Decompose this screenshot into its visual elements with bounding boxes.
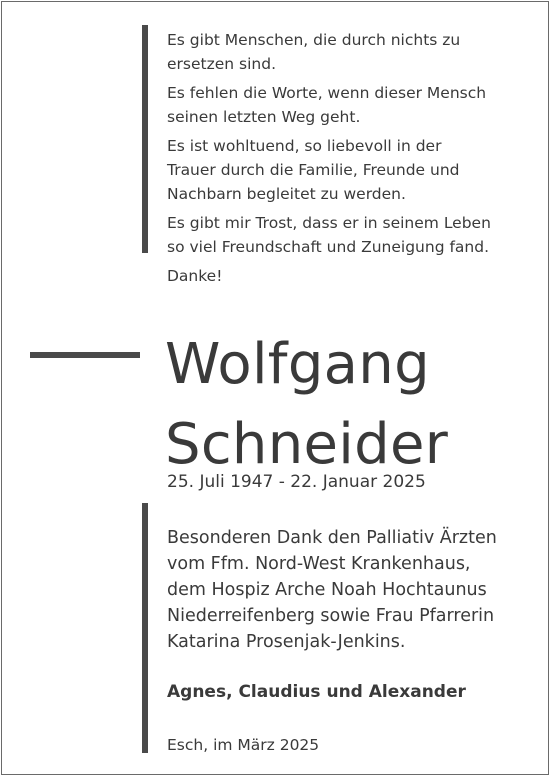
life-dates: 25. Juli 1947 - 22. Januar 2025 xyxy=(167,472,426,492)
place-and-date: Esch, im März 2025 xyxy=(167,736,320,754)
last-name: Schneider xyxy=(165,412,449,477)
family-names: Agnes, Claudius und Alexander xyxy=(167,682,466,702)
intro-text xyxy=(167,28,539,293)
vertical-rule-bottom xyxy=(142,503,148,753)
horizontal-rule xyxy=(30,352,140,358)
deceased-name xyxy=(165,325,448,485)
intro-paragraph: Es ist wohltuend, so liebevoll in der Trauer durch die Familie, Freunde und Nachbarn begleitet zu werden. xyxy=(167,137,460,203)
intro-paragraph: Es gibt Menschen, die durch nichts zu ersetzen sind. xyxy=(167,31,461,73)
intro-paragraph: Danke! xyxy=(167,267,223,285)
first-name: Wolfgang xyxy=(165,332,430,397)
vertical-rule-top xyxy=(142,25,148,253)
intro-paragraph: Es gibt mir Trost, dass er in seinem Leben so viel Freundschaft und Zuneigung fand. xyxy=(167,214,491,256)
thanks-text: Besonderen Dank den Palliativ Ärzten vom Ffm. Nord-West Krankenhaus, dem Hospiz Arche Noah Hochtaunus Niederreifenberg sowie Frau Pfarrerin Katarina Prosenjak-Jenkins. xyxy=(167,528,497,652)
intro-paragraph: Es fehlen die Worte, wenn dieser Mensch seinen letzten Weg geht. xyxy=(167,84,487,126)
